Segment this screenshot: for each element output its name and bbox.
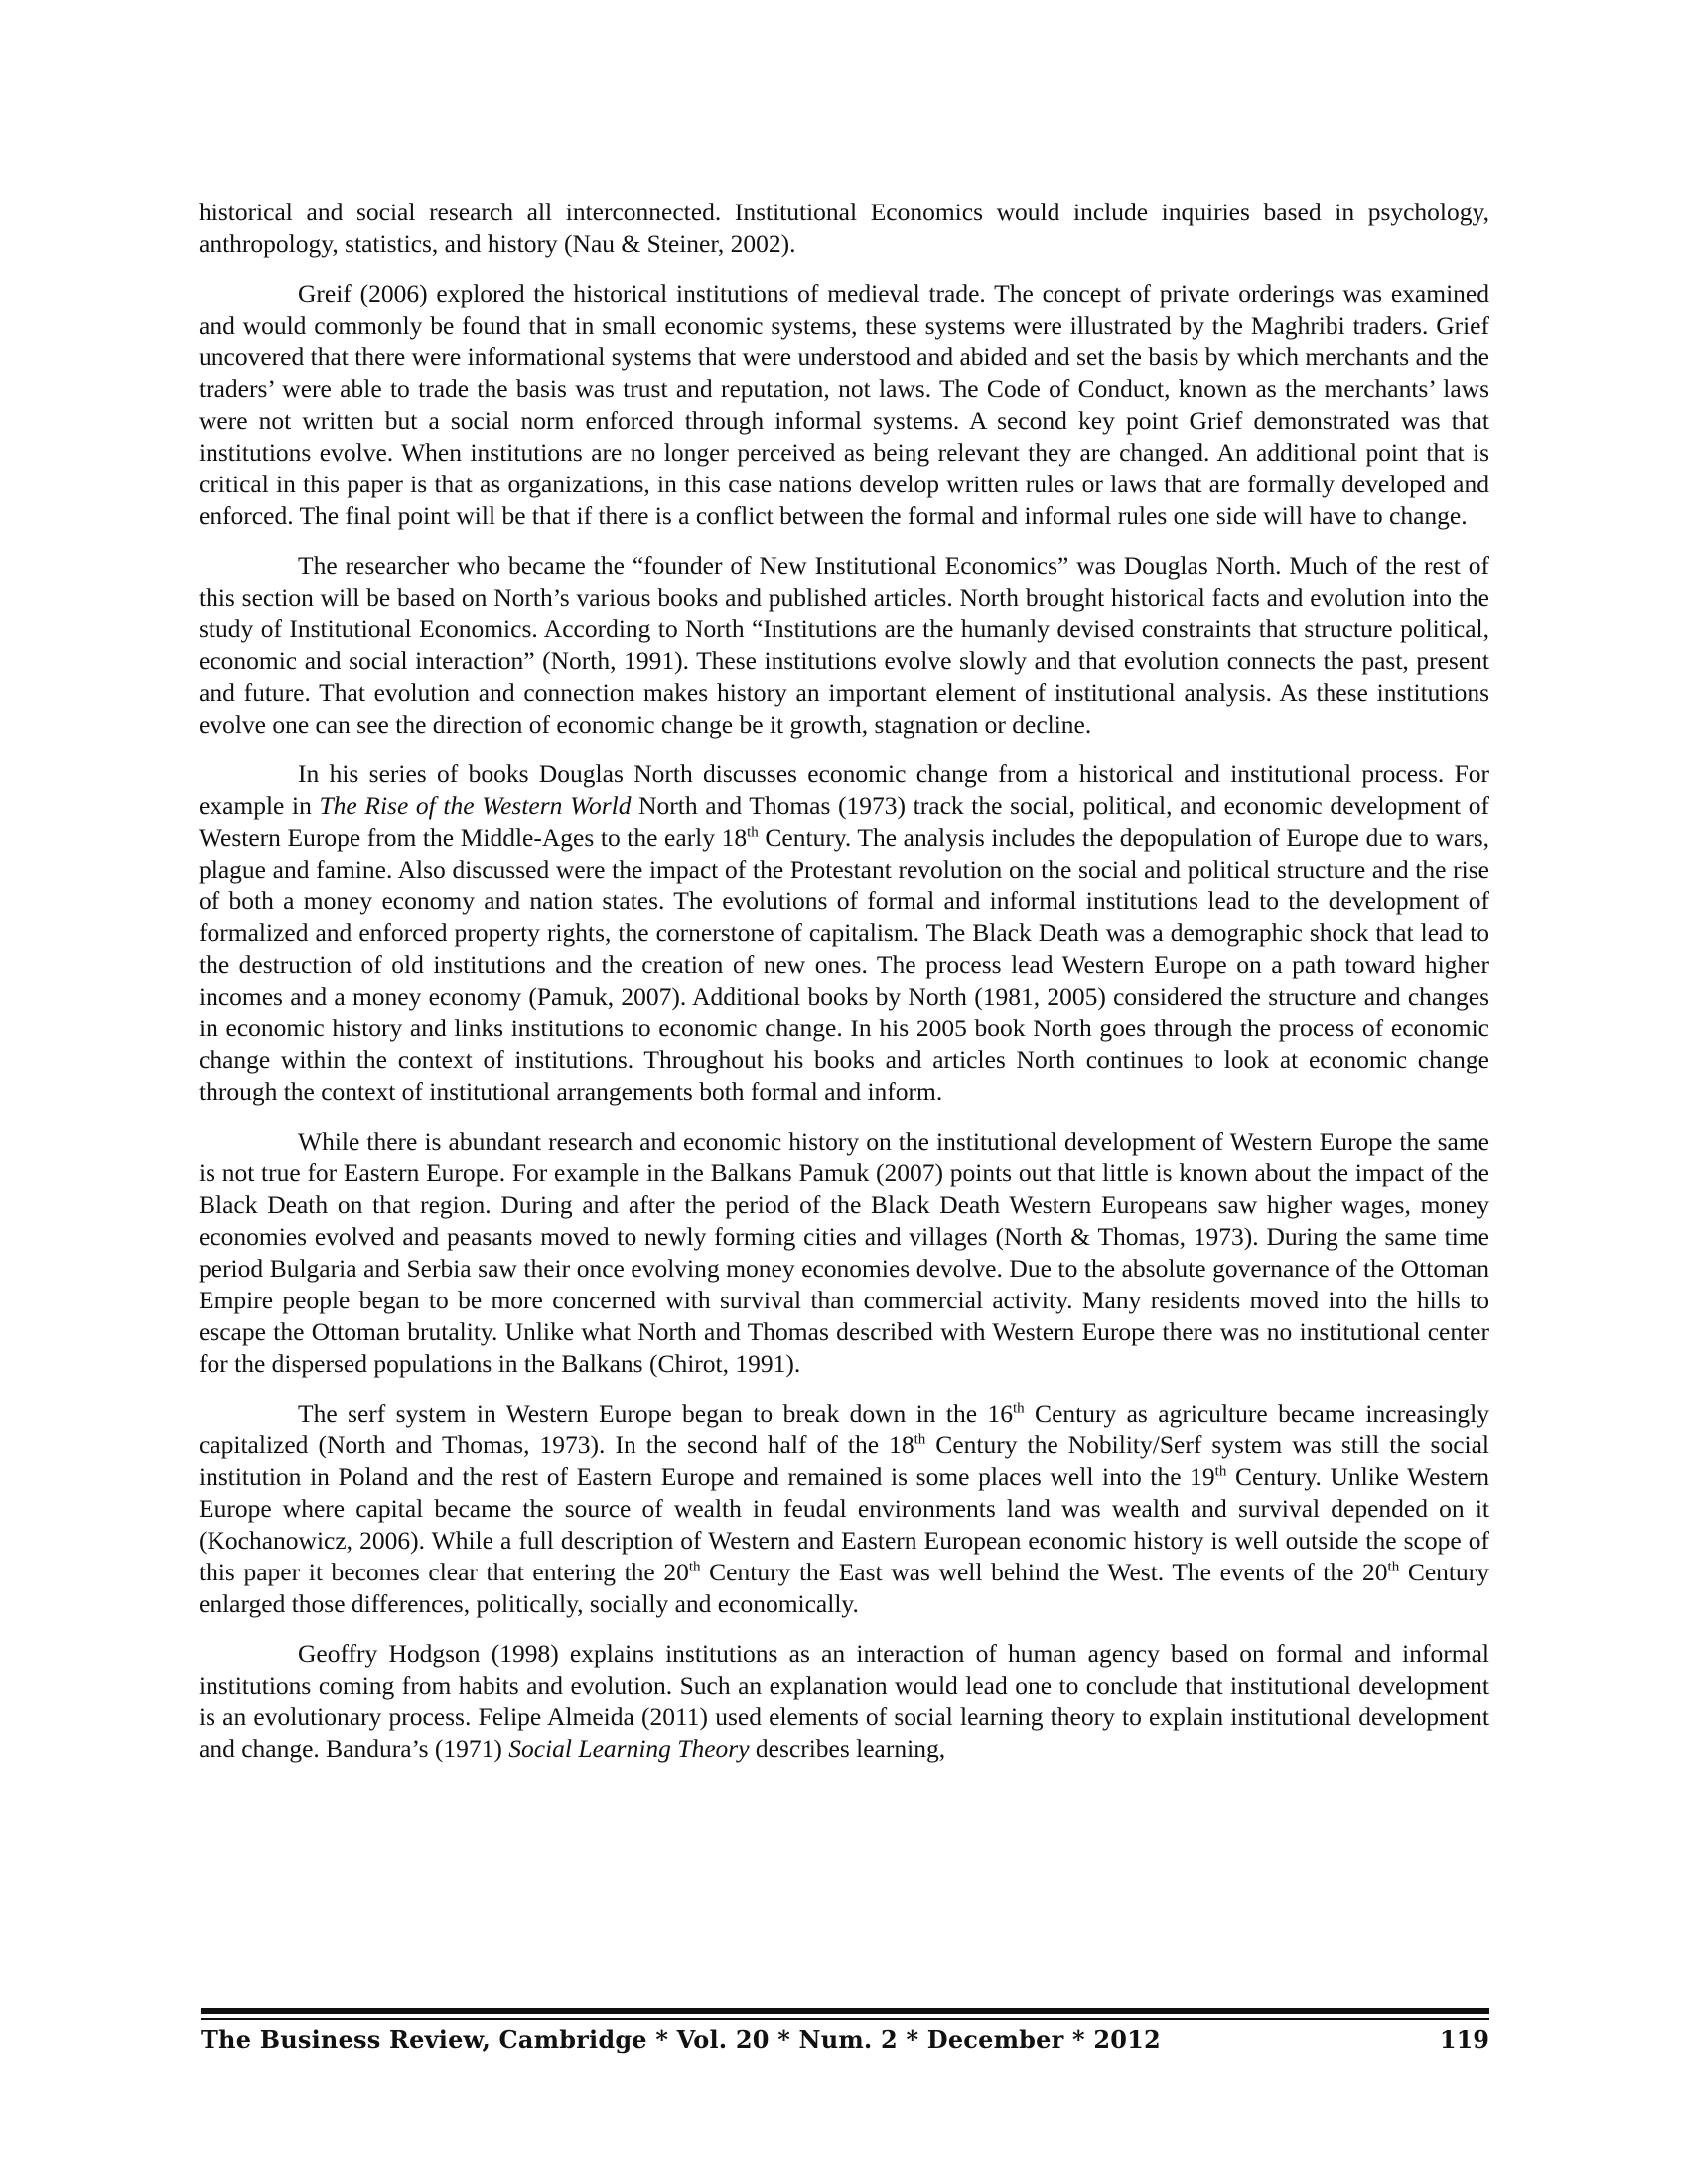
paragraph-text: Century as agriculture became increasingly capitalized (North and Thomas, 1973). In the second half of the 18 (199, 1399, 1489, 1459)
paragraph-text: In his series of books Douglas North discusses economic change from a historical and institutional process. For example in (199, 759, 1489, 820)
ordinal-superscript: th (1012, 1400, 1025, 1417)
body-paragraph (199, 550, 1489, 741)
paragraph-text: Century enlarged those differences, politically, socially and economically. (199, 1558, 1489, 1618)
paragraph-text: The researcher who became the “founder of New Institutional Economics” was Douglas North. Much of the rest of this section will be based on North’s various books and published articles. North brought historical facts and evolution into the study of Institutional Economics. According to North “Institutions are the humanly devised constraints that structure political, economic and social interaction” (North, 1991). These institutions evolve slowly and that evolution connects the past, present and future. That evolution and connection makes history an important element of institutional analysis. As these institutions evolve one can see the direction of economic change be it growth, stagnation or decline. (199, 551, 1489, 739)
paragraph-text: historical and social research all interconnected. Institutional Economics would include inquiries based in psychology, anthropology, statistics, and history (Nau & Steiner, 2002). (199, 198, 1489, 258)
page-number: 119 (1439, 2025, 1489, 2054)
footer-rule-thin (201, 2018, 1489, 2020)
paragraph-text: While there is abundant research and economic history on the institutional development of Western Europe the same is not true for Eastern Europe. For example in the Balkans Pamuk (2007) points out that little is known about the impact of the Black Death on that region. During and after the period of the Black Death Western Europeans saw higher wages, money economies evolved and peasants moved to newly forming cities and villages (North & Thomas, 1973). During the same time period Bulgaria and Serbia saw their once evolving money economies devolve. Due to the absolute governance of the Ottoman Empire people began to be more concerned with survival than commercial activity. Many residents moved into the hills to escape the Ottoman brutality. Unlike what North and Thomas described with Western Europe there was no institutional center for the dispersed populations in the Balkans (Chirot, 1991). (199, 1127, 1489, 1378)
book-title-italic: Social Learning Theory (508, 1734, 750, 1763)
body-paragraph (199, 197, 1489, 260)
footer-rule-thick (201, 2008, 1489, 2014)
ordinal-superscript: th (747, 824, 759, 841)
paragraph-text: describes learning, (749, 1734, 946, 1763)
body-paragraph (199, 1126, 1489, 1380)
article-body (199, 197, 1489, 1783)
paragraph-text: The serf system in Western Europe began to break down in the 16 (298, 1399, 1013, 1428)
paragraph-text: Century the Nobility/Serf system was still the social institution in Poland and the rest of Eastern Europe and remained is some places well into the 19 (199, 1431, 1489, 1491)
paragraph-text: Geoffry Hodgson (1998) explains institutions as an interaction of human agency based on formal and informal institutions coming from habits and evolution. Such an explanation would lead one to conclude that institutional development is an evolutionary process. Felipe Almeida (2011) used elements of social learning theory to explain institutional development and change. Bandura’s (1971) (199, 1639, 1489, 1763)
body-paragraph (199, 758, 1489, 1108)
ordinal-superscript: th (914, 1432, 926, 1448)
book-title-italic: The Rise of the Western World (319, 791, 632, 820)
body-paragraph (199, 278, 1489, 532)
paragraph-text: Century the East was well behind the West. The events of the 20 (700, 1558, 1388, 1586)
journal-citation: The Business Review, Cambridge * Vol. 20 * Num. 2 * December * 2012 (201, 2025, 1161, 2054)
paragraph-text: Greif (2006) explored the historical institutions of medieval trade. The concept of private orderings was examined and would commonly be found that in small economic systems, these systems were illustrated by the Maghribi traders. Grief uncovered that there were informational systems that were understood and abided and set the basis by which merchants and the traders’ were able to trade the basis was trust and reputation, not laws. The Code of Conduct, known as the merchants’ laws were not written but a social norm enforced through informal systems. A second key point Grief demonstrated was that institutions evolve. When institutions are no longer perceived as being relevant they are changed. An additional point that is critical in this paper is that as organizations, in this case nations develop written rules or laws that are formally developed and enforced. The final point will be that if there is a conflict between the formal and informal rules one side will have to change. (199, 279, 1489, 530)
paragraph-text: Century. The analysis includes the depopulation of Europe due to wars, plague and famine. Also discussed were the impact of the Protestant revolution on the social and political structure and the rise of both a money economy and nation states. The evolutions of formal and informal institutions lead to the development of formalized and enforced property rights, the cornerstone of capitalism. The Black Death was a demographic shock that lead to the destruction of old institutions and the creation of new ones. The process lead Western Europe on a path toward higher incomes and a money economy (Pamuk, 2007). Additional books by North (1981, 2005) considered the structure and changes in economic history and links institutions to economic change. In his 2005 book North goes through the process of economic change within the context of institutions. Throughout his books and articles North continues to look at economic change through the context of institutional arrangements both formal and inform. (199, 823, 1489, 1106)
ordinal-superscript: th (688, 1559, 701, 1575)
paragraph-text: North and Thomas (1973) track the social, political, and economic development of Western Europe from the Middle-Ages to the early 18 (199, 791, 1489, 852)
ordinal-superscript: th (1387, 1559, 1400, 1575)
ordinal-superscript: th (1214, 1463, 1227, 1480)
body-paragraph (199, 1638, 1489, 1765)
paragraph-text: Century. Unlike Western Europe where capital became the source of wealth in feudal environments land was wealth and survival depended on it (Kochanowicz, 2006). While a full description of Western and Eastern European economic history is well outside the scope of this paper it becomes clear that entering the 20 (199, 1462, 1490, 1586)
body-paragraph (199, 1398, 1489, 1620)
